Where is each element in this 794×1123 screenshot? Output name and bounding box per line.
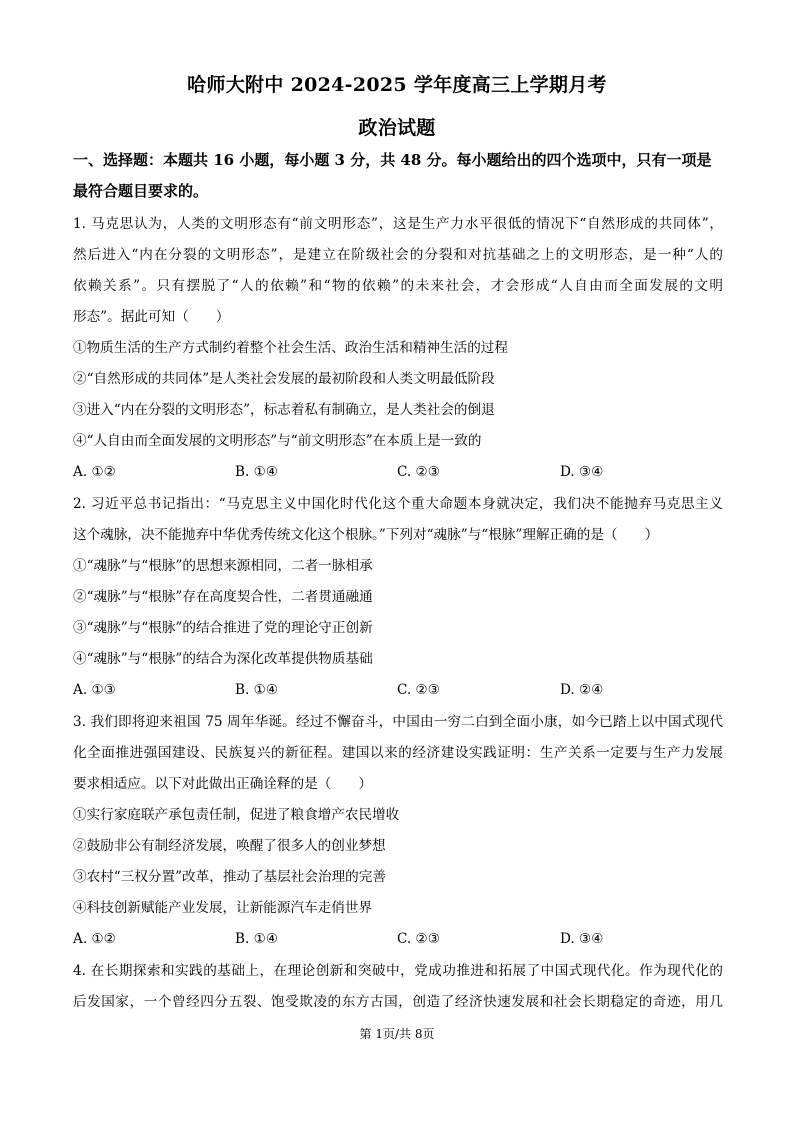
q4-stem-line: 后发国家，一个曾经四分五裂、饱受欺凌的东方古国，创造了经济快速发展和社会长期稳定的奇迹，用几 (73, 994, 723, 1010)
q3-option-c: C. ②③ (397, 931, 440, 947)
q2-option-c: C. ②③ (397, 682, 440, 698)
section-heading: 一、选择题：本题共 16 小题，每小题 3 分，共 48 分。每小题给出的四个选项中，只有一项是最符合题目要求的。 (73, 151, 712, 200)
q3-statement: ③农村“三权分置”改革，推动了基层社会治理的完善 (73, 869, 386, 885)
q1-stem-line: 形态”。据此可知（ ） (73, 309, 230, 325)
q1-statement: ②“自然形成的共同体”是人类社会发展的最初阶段和人类文明最低阶段 (73, 371, 495, 387)
q3-statement: ②鼓励非公有制经济发展，唤醒了很多人的创业梦想 (73, 838, 386, 854)
q1-statement: ④“人自由而全面发展的文明形态”与“前文明形态”在本质上是一致的 (73, 433, 482, 449)
q2-statement: ②“魂脉”与“根脉”存在高度契合性，二者贯通融通 (73, 589, 373, 605)
q2-option-a: A. ①③ (73, 682, 116, 698)
q4-stem-line: 4. 在长期探索和实践的基础上，在理论创新和突破中，党成功推进和拓展了中国式现代化。作为现代化的 (73, 963, 723, 979)
exam-title: 哈师大附中 2024-2025 学年度高三上学期月考 (187, 74, 607, 96)
q3-option-a: A. ①② (73, 931, 116, 947)
q2-stem-line: 2. 习近平总书记指出：“马克思主义中国化时代化这个重大命题本身就决定，我们决不能抛弃马克思主义 (73, 496, 723, 512)
q1-statement: ①物质生活的生产方式制约着整个社会生活、政治生活和精神生活的过程 (73, 340, 508, 356)
q3-stem-line: 要求相适应。以下对此做出正确诠释的是（ ） (73, 776, 373, 792)
q1-stem-line: 依赖关系”。只有摆脱了“人的依赖”和“物的依赖”的未来社会，才会形成“人自由而全面发展的文明 (73, 278, 723, 294)
q2-statement: ④“魂脉”与“根脉”的结合为深化改革提供物质基础 (73, 651, 373, 667)
q1-stem-line: 然后进入“内在分裂的文明形态”，是建立在阶级社会的分裂和对抗基础之上的文明形态，是一种“人的 (73, 247, 723, 263)
q2-statement: ③“魂脉”与“根脉”的结合推进了党的理论守正创新 (73, 620, 373, 636)
q3-statement: ①实行家庭联产承包责任制，促进了粮食增产农民增收 (73, 807, 400, 823)
q3-option-d: D. ③④ (560, 931, 604, 947)
q2-option-d: D. ②④ (560, 682, 604, 698)
subject-title: 政治试题 (358, 117, 436, 139)
q1-option-c: C. ②③ (397, 464, 440, 480)
q3-stem-line: 化全面推进强国建设、民族复兴的新征程。建国以来的经济建设实践证明：生产关系一定要与生产力发展 (73, 745, 723, 761)
q2-statement: ①“魂脉”与“根脉”的思想来源相同，二者一脉相承 (73, 558, 373, 574)
q3-stem-line: 3. 我们即将迎来祖国 75 周年华诞。经过不懈奋斗，中国由一穷二白到全面小康，如今已踏上以中国式现代 (73, 714, 723, 730)
page-number: 第 1页/共 8页 (359, 1027, 435, 1041)
q1-statement: ③进入“内在分裂的文明形态”，标志着私有制确立，是人类社会的倒退 (73, 402, 495, 418)
q1-option-b: B. ①④ (235, 464, 279, 480)
q3-statement: ④科技创新赋能产业发展，让新能源汽车走俏世界 (73, 900, 373, 916)
q1-option-d: D. ③④ (560, 464, 604, 480)
q1-option-a: A. ①② (73, 464, 116, 480)
q2-option-b: B. ①④ (235, 682, 279, 698)
q3-option-b: B. ①④ (235, 931, 279, 947)
q2-stem-line: 这个魂脉，决不能抛弃中华优秀传统文化这个根脉。”下列对“魂脉”与“根脉”理解正确的是（ ） (73, 527, 659, 543)
q1-stem-line: 1. 马克思认为，人类的文明形态有“前文明形态”，这是生产力水平很低的情况下“自然形成的共同体”， (73, 216, 723, 232)
